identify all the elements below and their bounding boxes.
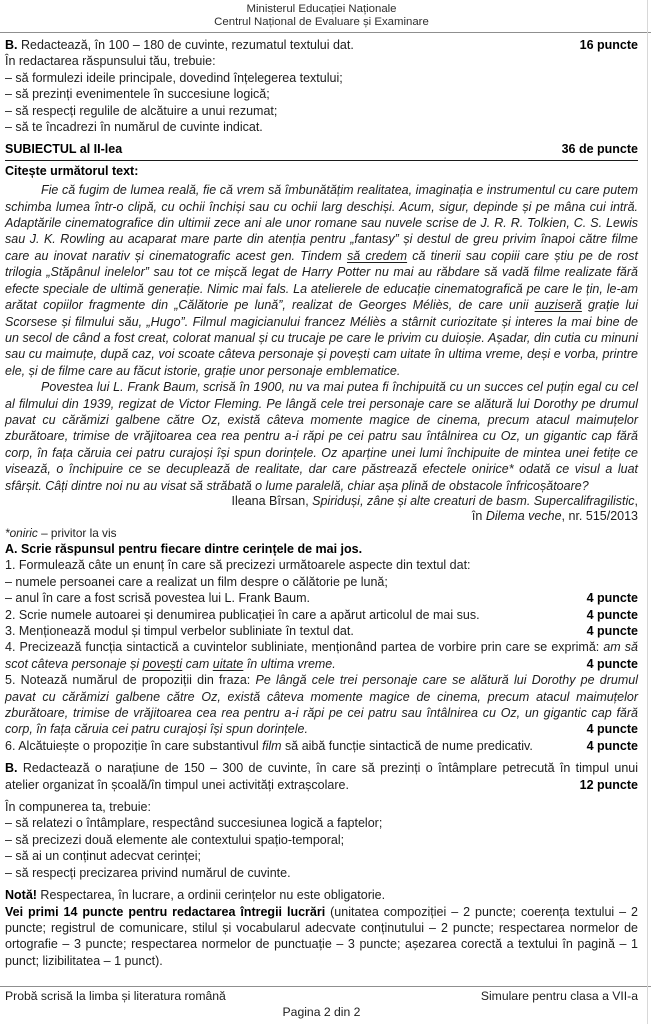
item-1-sub-1: – numele persoanei care a realizat un film despre o călătorie pe lună; <box>5 574 388 589</box>
item-6 <box>5 738 638 754</box>
work-title: Spiriduși, zâne și alte creaturi de basm. Supercalifragilistic <box>312 493 635 508</box>
item-1: 1. Formulează câte un enunț în care să precizezi următoarele aspecte din textul dat: <box>5 558 471 573</box>
read-instruction: Citește următorul text: <box>5 163 139 178</box>
grading-note <box>5 904 638 970</box>
requirement-item: – să te încadrezi în numărul de cuvinte indicat. <box>5 120 263 135</box>
text-segment: 5. Notează numărul de propoziții din fraza: <box>5 673 256 688</box>
section-b1-title-row <box>5 37 638 53</box>
points-badge: 4 puncte <box>586 591 638 606</box>
footnote-definition: – privitor la vis <box>37 525 117 540</box>
requirement-item: – să precizezi două elemente ale contextului spațio-temporal; <box>5 832 345 847</box>
attribution-line-1 <box>5 494 638 510</box>
footnote-term: oniric <box>9 525 38 540</box>
quoted-text: Pe lângă cele trei personaje care se alătură lui Dorothy pe drumul pavat cu cărămizi galbene către Oz, există câteva momente magice de cinema, precum atacul maimuțelor zburătoare, trimise de vrăjitoarea cea rea pentru a-i răpi pe cei patru sau întâlnirea cu Oz, un gigantic cap fără corp, în fața căruia cei patru curajoși își spun dorințele. <box>5 673 638 737</box>
emphasized-word: film <box>262 738 282 753</box>
subject2-title: SUBIECTUL al II-lea <box>5 142 123 157</box>
part-a-heading: A. Scrie răspunsul pentru fiecare dintre cerințele de mai jos. <box>5 541 363 556</box>
page-header <box>5 3 638 29</box>
item-4 <box>5 639 638 672</box>
requirement-item: – să respecți precizarea privind numărul de cuvinte. <box>5 865 291 880</box>
text-segment: 6. Alcătuiește o propoziție în care substantivul <box>5 738 263 753</box>
part-b-text: Redactează o narațiune de 150 – 300 de cuvinte, în care să prezinți o întâmplare petrecută în timpul unui atelier organizat în școală/în timpul unei activități extrașcolare. <box>5 761 638 792</box>
section-b1-intro: În redactarea răspunsului tău, trebuie: <box>5 54 216 69</box>
part-b-label: B. <box>5 761 18 776</box>
underlined-word: auziseră <box>534 298 582 313</box>
nota-text: Respectarea, în lucrare, a ordinii cerințelor nu este obligatorie. <box>36 888 386 903</box>
text-segment: să aibă funcție sintactică de nume predicativ. <box>281 738 533 753</box>
item-1-sub-2 <box>5 590 638 606</box>
underlined-word: să credem <box>346 248 408 263</box>
requirement-item: – să ai un conținut adecvat cerinței; <box>5 849 201 864</box>
nota-label: Notă! <box>5 888 37 903</box>
section-b1-label: B. <box>5 38 18 52</box>
quoted-text: cam <box>182 656 213 671</box>
text-segment: 2. Scrie numele autoarei și denumirea publicației în care a apărut articolul de mai sus. <box>5 607 480 622</box>
points-badge: 4 puncte <box>586 738 638 753</box>
requirement-item: – să prezinți evenimentele în succesiune logică; <box>5 87 270 102</box>
points-badge: 4 puncte <box>586 656 638 671</box>
nota-line <box>5 887 638 903</box>
publication-issue: , nr. 515/2013 <box>561 509 638 524</box>
center-name: Centrul Național de Evaluare și Examinare <box>214 16 429 28</box>
grading-bold-text: Vei primi 14 puncte pentru redactarea întregii lucrări <box>5 904 326 919</box>
points-badge: 16 puncte <box>579 38 638 52</box>
author-name: Ileana Bîrsan, <box>231 493 313 508</box>
source-text-paragraph-2: Povestea lui L. Frank Baum, scrisă în 1900, nu va mai putea fi închipuită cu un succes cel puțin egal cu cel al filmului din 1939, regizat de Victor Fleming. Pe lângă cele trei personaje care se alătură lui Dorothy pe drumul pavat cu cărămizi galbene către Oz, există câteva momente magice de cinema, precum atacul maimuțelor zburătoare, trimise de vrăjitoarea cea rea pentru a-i răpi pe cei patru sau întâlnirea cu Oz, un gigantic cap fără corp, în fața căruia cei patru curajoși își spun dorințele. Oz aparține unei lumi închipuite de mintea unei fetițe ce visează, o închipuire ce se decuplează de realitate, dar care păstrează efectele onirice* odată ce visul a luat sfârșit. Câți dintre noi nu au visat să străbată o lume paralelă, chiar așa plină de obstacole înfricoșătoare? <box>5 380 638 493</box>
scan-artifact-line <box>647 0 648 1024</box>
points-badge: 4 puncte <box>586 722 638 737</box>
ministry-name: Ministerul Educației Naționale <box>246 3 397 15</box>
points-badge: 4 puncte <box>586 624 638 638</box>
footer-exam-name: Probă scrisă la limba și literatura română <box>5 989 226 1003</box>
points-badge: 4 puncte <box>586 607 638 622</box>
underlined-word: uitate <box>212 656 244 671</box>
subject2-points: 36 de puncte <box>561 142 638 157</box>
part-b-title-row <box>5 760 638 793</box>
item-5 <box>5 672 638 738</box>
footer-exam-type: Simulare pentru clasa a VII-a <box>480 989 638 1003</box>
text-segment: – anul în care a fost scrisă povestea lui L. Frank Baum. <box>5 591 311 606</box>
footnote <box>5 525 638 541</box>
text-segment: că tinerii sau copiii care știu pe de rost trilogia „Stăpânul inelelor” sau tot ce mișcă legat de Harry Potter nu mai au răbdare să vadă filme realizate fără efecte speciale de ultimă generație. Nimic mai fals. La atelierele de educație cinematografică pe care le țin, le-am arătat copiilor fragmente din „Călătorie pe lună”, realizat de Georges Méliès, de care unii <box>5 248 638 313</box>
text-segment: , <box>634 493 638 508</box>
quoted-text: în ultima vreme <box>243 656 333 671</box>
quoted-text: am să scot câteva personaje și <box>5 640 638 671</box>
requirement-item: – să formulezi ideile principale, dovedind înțelegerea textului; <box>5 70 343 85</box>
grading-detail-text: (unitatea compoziției – 2 puncte; coerența textului – 2 puncte; registrul de comunicare, stilul și vocabularul adecvate conținutului – 2 puncte; respectarea normelor de ortografie – 3 puncte; respectarea normelor de punctuație – 3 puncte; așezarea corectă a textului în pagină – 1 punct; lizibilitatea – 1 punct). <box>5 904 638 968</box>
footnote-asterisk: * <box>5 525 10 540</box>
points-badge: 12 puncte <box>579 777 638 792</box>
source-text-paragraph-1 <box>5 182 638 379</box>
text-segment: 4. Precizează funcția sintactică a cuvintelor subliniate, menționând partea de vorbire prin care se exprimă: <box>5 640 604 655</box>
underlined-word: povești <box>142 656 183 671</box>
text-segment: 3. Menționează modul și timpul verbelor subliniate în textul dat. <box>5 624 354 638</box>
attribution-line-2 <box>5 509 638 525</box>
subject2-heading-row <box>5 141 638 160</box>
quoted-text: . <box>332 656 336 671</box>
text-segment: Fie că fugim de lumea reală, fie că vrem să îmbunătățim realitatea, imaginația e instrumentul cu care putem schimba lumea într-o clipă, cu ochii închiși sau cu ochii larg deschiși. Acum, sigur, depinde și pe mâna cui intră. Adaptările cinematografice din ultimii zece ani ale unor romane sau nuvele scrise de J. R. R. Tolkien, C. S. Lewis sau J. K. Rowling au acaparat mare parte din atenția pentru „fantasy” și destul de greu privim înapoi către filme care au inovat narativ și cinematografic acest gen. Tindem <box>5 183 638 263</box>
text-segment: în <box>471 509 486 524</box>
page-number: Pagina 2 din 2 <box>282 1004 361 1019</box>
item-2 <box>5 607 638 623</box>
header-divider <box>0 32 651 33</box>
part-b-intro: În compunerea ta, trebuie: <box>5 800 151 815</box>
requirement-item: – să respecți regulile de alcătuire a unui rezumat; <box>5 103 278 118</box>
section-b1-text: Redactează, în 100 – 180 de cuvinte, rezumatul textului dat. <box>17 38 354 52</box>
page-footer <box>5 986 638 1020</box>
text-segment: grație lui Scorsese și filmului său, „Hugo”. Filmul magicianului francez Méliès a stârnit curiozitate și interes la mai bine de un secol de când a fost creat, colorat manual și cu trucaje pe care le privim cu duioșie. Așadar, din cutia cu minuni sau cu maimuțe, după caz, voi scoate câteva personaje și povești cam uitate în ultima vreme, deși e vorba, printre ele, și de filme care au făcut istorie, grație unor personaje emblematice. <box>5 298 638 378</box>
requirement-item: – să relatezi o întâmplare, respectând succesiunea logică a faptelor; <box>5 816 383 831</box>
item-3 <box>5 623 638 639</box>
publication-name: Dilema veche <box>485 509 562 524</box>
